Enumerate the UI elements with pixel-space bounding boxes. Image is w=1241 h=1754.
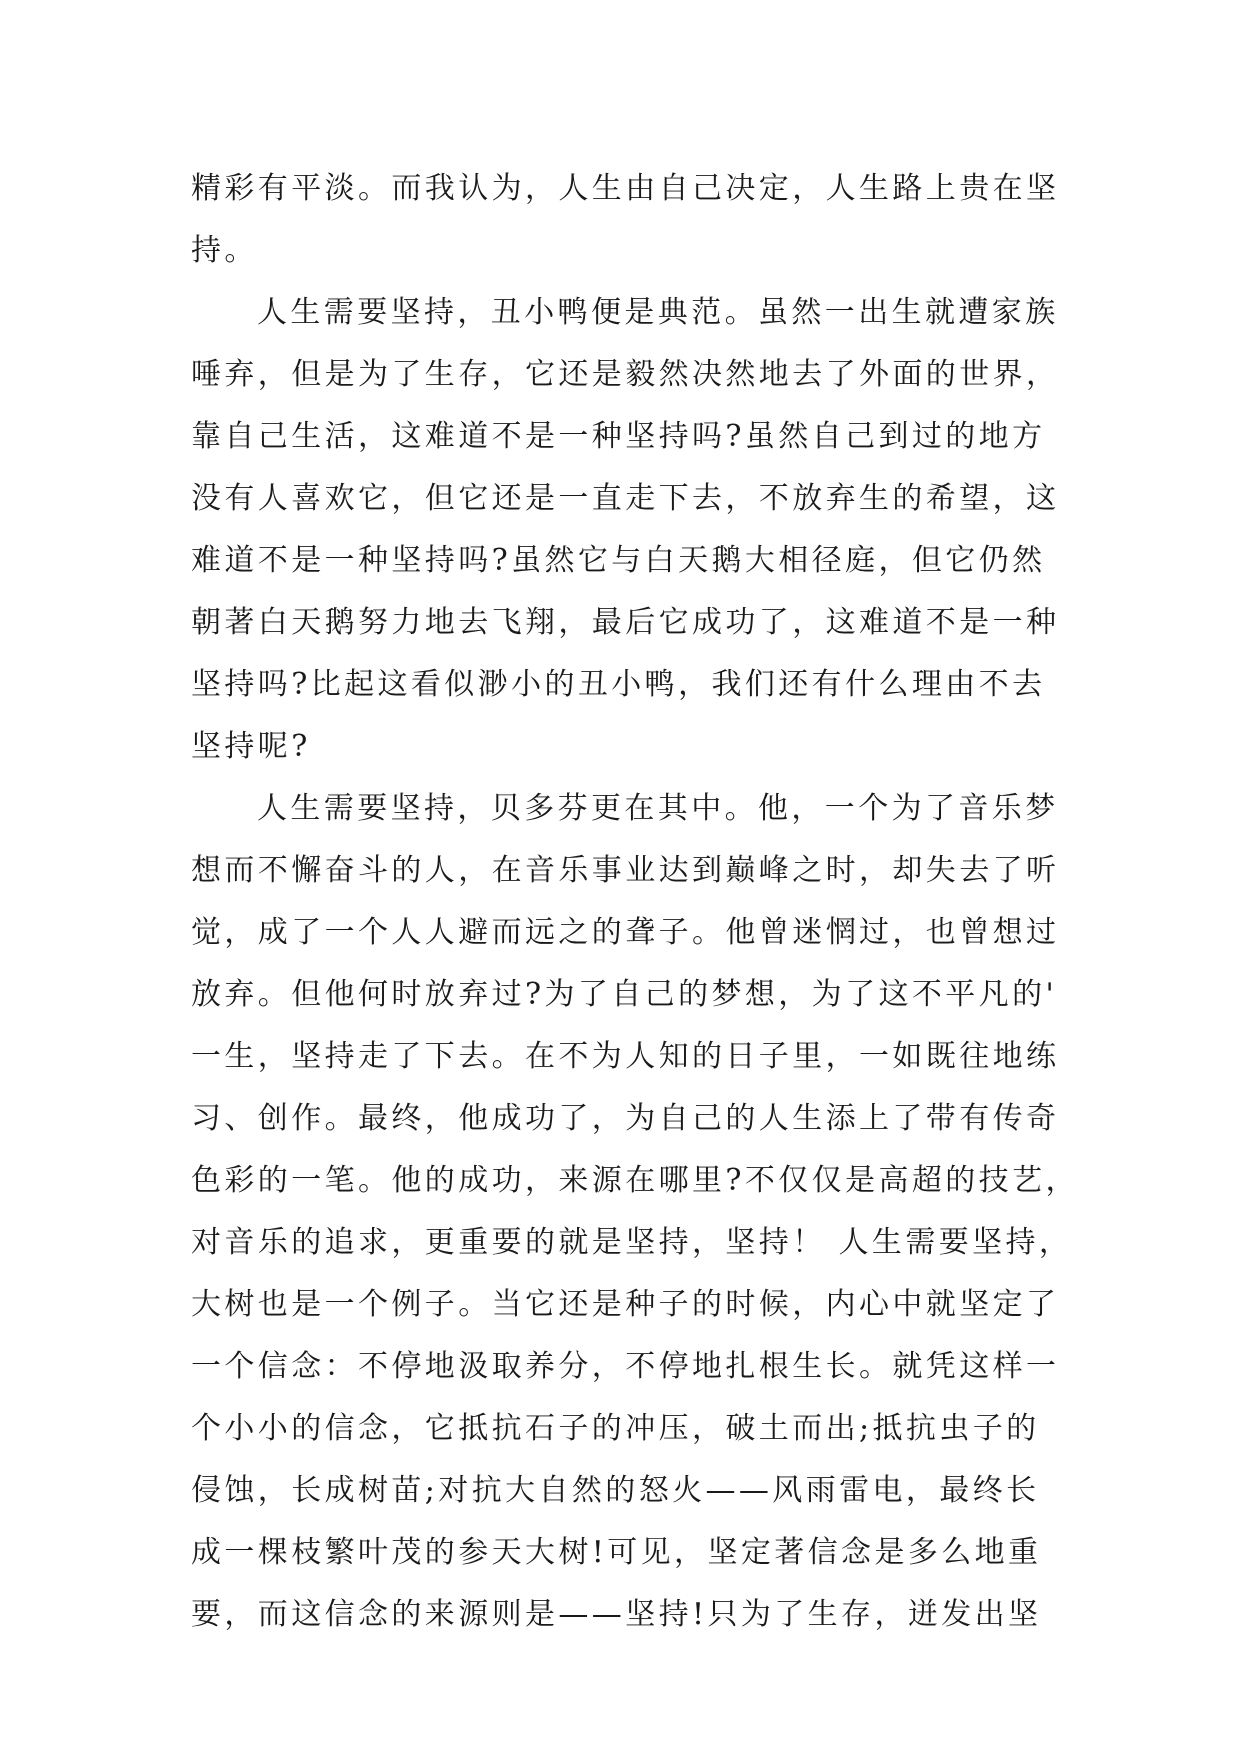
text-line-22: 侵蚀，长成树苗;对抗大自然的怒火——风雨雷电，最终长: [191, 1473, 1040, 1508]
text-line-24: 要，而这信念的来源则是——坚持!只为了生存，迸发出坚: [191, 1597, 1042, 1632]
text-line-9: 坚持吗?比起这看似渺小的丑小鸭，我们还有什么理由不去: [191, 667, 1046, 702]
text-line-16: 习、创作。最终，他成功了，为自己的人生添上了带有传奇: [191, 1101, 1060, 1136]
paragraph-start-line-3: 人生需要坚持，丑小鸭便是典范。虽然一出生就遭家族: [257, 295, 1059, 330]
text-line-21: 个小小的信念，它抵抗石子的冲压，破土而出;抵抗虫子的: [191, 1411, 1040, 1446]
text-line-8: 朝著白天鹅努力地去飞翔，最后它成功了，这难道不是一种: [191, 605, 1060, 640]
text-line-18: 对音乐的追求，更重要的就是坚持，坚持！ 人生需要坚持，: [191, 1225, 1073, 1260]
text-line-19: 大树也是一个例子。当它还是种子的时候，内心中就坚定了: [191, 1287, 1060, 1322]
text-line-6: 没有人喜欢它，但它还是一直走下去，不放弃生的希望，这: [191, 481, 1060, 516]
text-line-12: 想而不懈奋斗的人，在音乐事业达到巅峰之时，却失去了听: [191, 853, 1060, 888]
text-line-15: 一生，坚持走了下去。在不为人知的日子里，一如既往地练: [191, 1039, 1060, 1074]
text-line-7: 难道不是一种坚持吗?虽然它与白天鹅大相径庭，但它仍然: [191, 543, 1046, 578]
paragraph-start-line-11: 人生需要坚持，贝多芬更在其中。他，一个为了音乐梦: [257, 791, 1059, 826]
text-line-17: 色彩的一笔。他的成功，来源在哪里?不仅仅是高超的技艺，: [191, 1163, 1079, 1198]
text-line-1: 精彩有平淡。而我认为，人生由自己决定，人生路上贵在坚: [191, 171, 1060, 206]
essay-body: [191, 158, 1079, 1646]
text-line-20: 一个信念：不停地汲取养分，不停地扎根生长。就凭这样一: [191, 1349, 1060, 1384]
text-line-23: 成一棵枝繁叶茂的参天大树!可见，坚定著信念是多么地重: [191, 1535, 1042, 1570]
text-line-2: 持。: [191, 233, 258, 268]
text-line-14: 放弃。但他何时放弃过?为了自己的梦想，为了这不平凡的': [191, 977, 1058, 1012]
text-line-10: 坚持呢?: [191, 729, 311, 764]
text-line-13: 觉，成了一个人人避而远之的聋子。他曾迷惘过，也曾想过: [191, 915, 1060, 950]
text-line-5: 靠自己生活，这难道不是一种坚持吗?虽然自己到过的地方: [191, 419, 1046, 454]
text-line-4: 唾弃，但是为了生存，它还是毅然决然地去了外面的世界，: [191, 357, 1060, 392]
